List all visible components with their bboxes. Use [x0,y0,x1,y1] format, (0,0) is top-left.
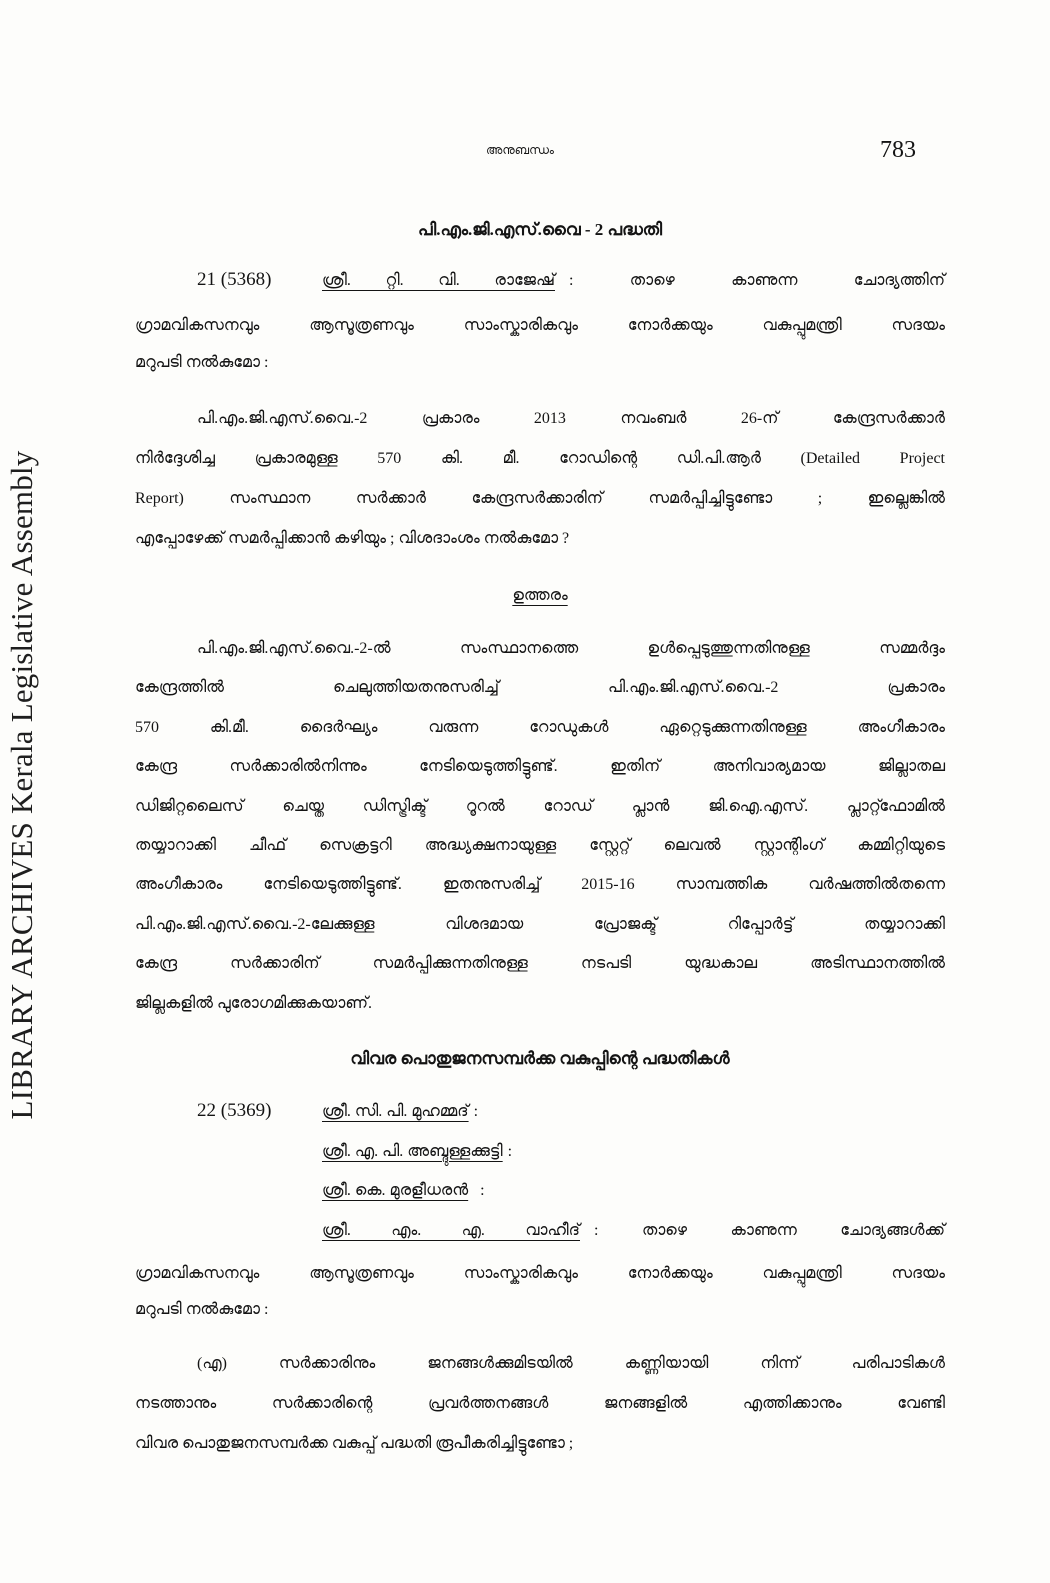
answer-line: പി.എം.ജി.എസ്.വൈ.-2-ൽ സംസ്ഥാനത്തെ ഉൾപ്പെടുത്തുന്നതിനുള്ള സമ്മർദ്ദം [197,640,945,657]
answer-line: അംഗീകാരം നേടിയെടുത്തിട്ടുണ്ട്. ഇതനുസരിച്ച് 2015-16 സാമ്പത്തിക വർഷത്തിൽതന്നെ [135,876,945,894]
question-21-intro [135,307,945,381]
question-21-header [135,261,945,300]
member-name: ശ്രീ. സി. പി. മുഹമ്മദ് [322,1103,469,1121]
page-number: 783 [880,137,916,163]
answer-line: 570 കി.മീ. ദൈർഘ്യം വരുന്ന റോഡുകൾ ഏറ്റെടുക്കുന്നതിനുള്ള അംഗീകാരം [135,718,945,736]
member-separator: : [480,1182,485,1200]
intro-line: മറുപടി നൽകുമോ : [135,354,269,371]
answer-heading-label: ഉത്തരം [512,587,568,604]
question-22-part-a [135,1344,945,1464]
question-line: വിവര പൊതുജനസമ്പർക്ക വകുപ്പ് പദ്ധതി രൂപീകരിച്ചിട്ടുണ്ടോ ; [135,1434,574,1452]
question-21-text [135,399,945,559]
question-line: Report) സംസ്ഥാന സർക്കാർ കേന്ദ്രസർക്കാരിന് സമർപ്പിച്ചിട്ടുണ്ടോ ; ഇല്ലെങ്കിൽ [135,490,945,507]
page-body [135,214,945,1464]
question-number: 21 (5368) [197,269,272,290]
question-22-members [135,1091,945,1251]
archive-watermark: LIBRARY ARCHIVES Kerala Legislative Assembly [4,450,39,1120]
question-line: നിർദ്ദേശിച്ച പ്രകാരമുള്ള 570 കി. മീ. റോഡിന്റെ ഡി.പി.ആർ (Detailed Project [135,450,945,467]
answer-heading [135,580,945,612]
answer-line: തയ്യാറാക്കി ചീഫ് സെക്രട്ടറി അദ്ധ്യക്ഷനായുള്ള സ്റ്റേറ്റ് ലെവൽ സ്റ്റാന്റിംഗ് കമ്മിറ്റിയുടെ [135,837,945,855]
member-row [135,1171,945,1211]
question-22-intro [135,1256,945,1328]
member-row [135,1091,945,1132]
running-header: അനുബന്ധം [486,143,554,157]
answer-line: ജില്ലകളിൽ പുരോഗമിക്കുകയാണ്. [135,994,373,1012]
member-separator: : [473,1103,479,1121]
question-line: പി.എം.ജി.എസ്.വൈ.-2 പ്രകാരം 2013 നവംബർ 26-ന് കേന്ദ്രസർക്കാർ [197,410,945,427]
intro-line: ഗ്രാമവികസനവും ആസൂത്രണവും സാംസ്കാരികവും നോർക്കയും വകുപ്പുമന്ത്രി സദയം [135,317,945,334]
answer-line: കേന്ദ്രത്തിൽ ചെലുത്തിയതനുസരിച്ച് പി.എം.ജി.എസ്.വൈ.-2 പ്രകാരം [135,679,945,697]
answer-line: കേന്ദ്ര സർക്കാരിൽനിന്നും നേടിയെടുത്തിട്ടുണ്ട്. ഇതിന് അനിവാര്യമായ ജില്ലാതല [135,758,945,776]
answer-line: കേന്ദ്ര സർക്കാരിന് സമർപ്പിക്കുന്നതിനുള്ള നടപടി യുദ്ധകാല അടിസ്ഥാനത്തിൽ [135,955,945,973]
member-separator: : [507,1142,513,1160]
section-title-prd: വിവര പൊതുജനസമ്പർക്ക വകുപ്പിന്റെ പദ്ധതികൾ [350,1049,730,1069]
question-line: എപ്പോഴേക്ക് സമർപ്പിക്കാൻ കഴിയും ; വിശദാംശം നൽകുമോ ? [135,530,570,547]
section-title-pmgsy: പി.എം.ജി.എസ്.വൈ - 2 പദ്ധതി [417,220,663,239]
member-name: ശ്രീ. റ്റി. വി. രാജേഷ് [322,272,555,289]
member-name: ശ്രീ. കെ. മുരളീധരൻ [322,1182,469,1200]
intro-line: ഗ്രാമവികസനവും ആസൂത്രണവും സാംസ്കാരികവും നോർക്കയും വകുപ്പുമന്ത്രി സദയം [135,1264,945,1282]
intro-line: മറുപടി നൽകുമോ : [135,1300,269,1318]
member-name: ശ്രീ. എം. എ. വാഹീദ് [322,1222,580,1240]
member-row [135,1132,945,1172]
question-line: നടത്താനും സർക്കാരിന്റെ പ്രവർത്തനങ്ങൾ ജനങ്ങളിൽ എത്തിക്കാനും വേണ്ടി [135,1394,945,1412]
question-line: (എ) സർക്കാരിനും ജനങ്ങൾക്കുമിടയിൽ കണ്ണിയായി നിന്ന് പരിപാടികൾ [197,1354,945,1372]
answer-line: പി.എം.ജി.എസ്.വൈ.-2-ലേക്കുള്ള വിശദമായ പ്രോജക്ട് റിപ്പോർട്ട് തയ്യാറാക്കി [135,915,945,933]
member-row [135,1211,945,1251]
question-intro-tail: : താഴെ കാണുന്ന ചോദ്യത്തിന് [569,272,945,289]
member-name: ശ്രീ. എ. പി. അബ്ദുള്ളക്കുട്ടി [322,1142,503,1160]
question-intro-tail: : താഴെ കാണുന്ന ചോദ്യങ്ങൾക്ക് [594,1222,945,1240]
answer-21-text [135,629,945,1023]
answer-line: ഡിജിറ്റലൈസ് ചെയ്ത ഡിസ്ട്രിക്ട് റൂറൽ റോഡ് പ്ലാൻ ജി.ഐ.എസ്. പ്ലാറ്റ്ഫോമിൽ [135,797,945,815]
question-number: 22 (5369) [197,1100,272,1122]
